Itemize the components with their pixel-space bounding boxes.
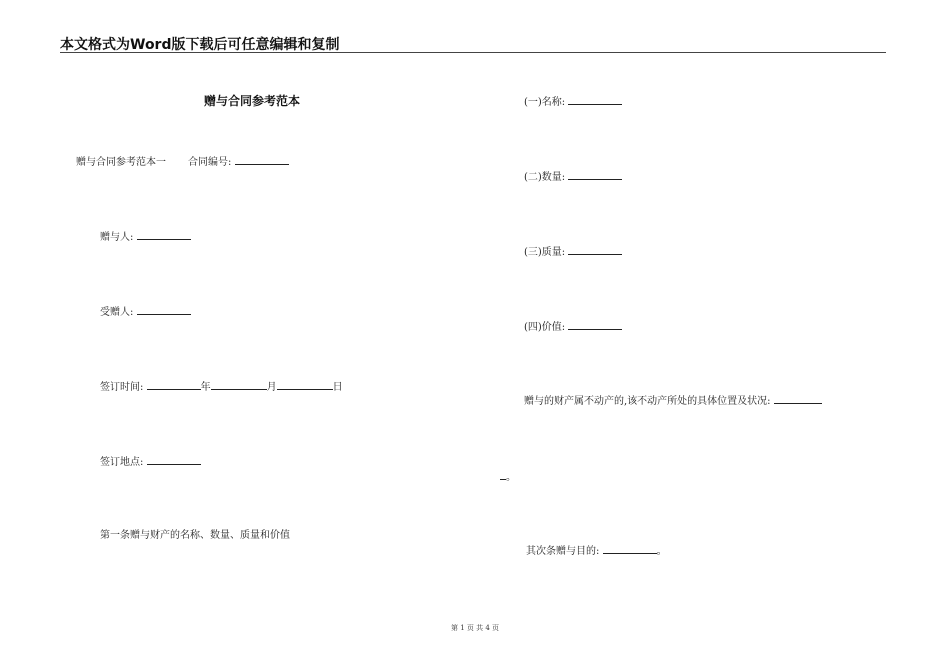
intro-line [76,154,289,170]
donee-blank [137,304,191,315]
donee-line [100,304,191,320]
document-title: 赠与合同参考范本 [204,94,301,108]
day-blank [277,379,333,390]
sign-place-label: 签订地点: [100,457,144,468]
article-2-blank [603,543,657,554]
month-blank [211,379,267,390]
item-quantity-line [524,169,622,185]
year-char: 年 [200,382,211,393]
document-header: 本文格式为Word版下载后可任意编辑和复制 [60,37,340,53]
item-name-blank [568,94,622,105]
real-estate-label: 赠与的财产属不动产的,该不动产所处的具体位置及状况: [524,396,771,407]
item-quantity-label: (二)数量: [524,172,566,183]
real-estate-period: 。 [506,472,516,483]
item-name-label: (一)名称: [524,97,566,108]
article-2-line [526,543,667,559]
contract-number-blank [235,154,289,165]
day-char: 日 [332,382,343,393]
article-2-label: 其次条赠与目的: [526,546,600,557]
article-1: 第一条赠与财产的名称、数量、质量和价值 [100,530,290,541]
month-char: 月 [266,382,277,393]
page-footer: 第 1 页 共 4 页 [450,624,500,632]
year-blank [147,379,201,390]
real-estate-blank [774,393,822,404]
sign-time-label: 签订时间: [100,382,144,393]
donor-blank [137,229,191,240]
item-quantity-blank [568,169,622,180]
item-quality-line [524,244,622,260]
donor-label: 赠与人: [100,232,134,243]
sign-time-line [100,379,343,395]
item-value-label: (四)价值: [524,322,566,333]
donee-label: 受赠人: [100,307,134,318]
article-2-end: 。 [656,546,667,557]
intro-label: 赠与合同参考范本一 [76,157,166,168]
item-quality-label: (三)质量: [524,247,566,258]
item-name-line [524,94,622,110]
contract-number-label: 合同编号: [188,157,232,168]
real-estate-continuation [500,469,516,485]
header-divider [60,52,886,53]
real-estate-line [524,393,822,409]
item-quality-blank [568,244,622,255]
item-value-blank [568,319,622,330]
item-value-line [524,319,622,335]
sign-place-blank [147,454,201,465]
sign-place-line [100,454,201,470]
donor-line [100,229,191,245]
